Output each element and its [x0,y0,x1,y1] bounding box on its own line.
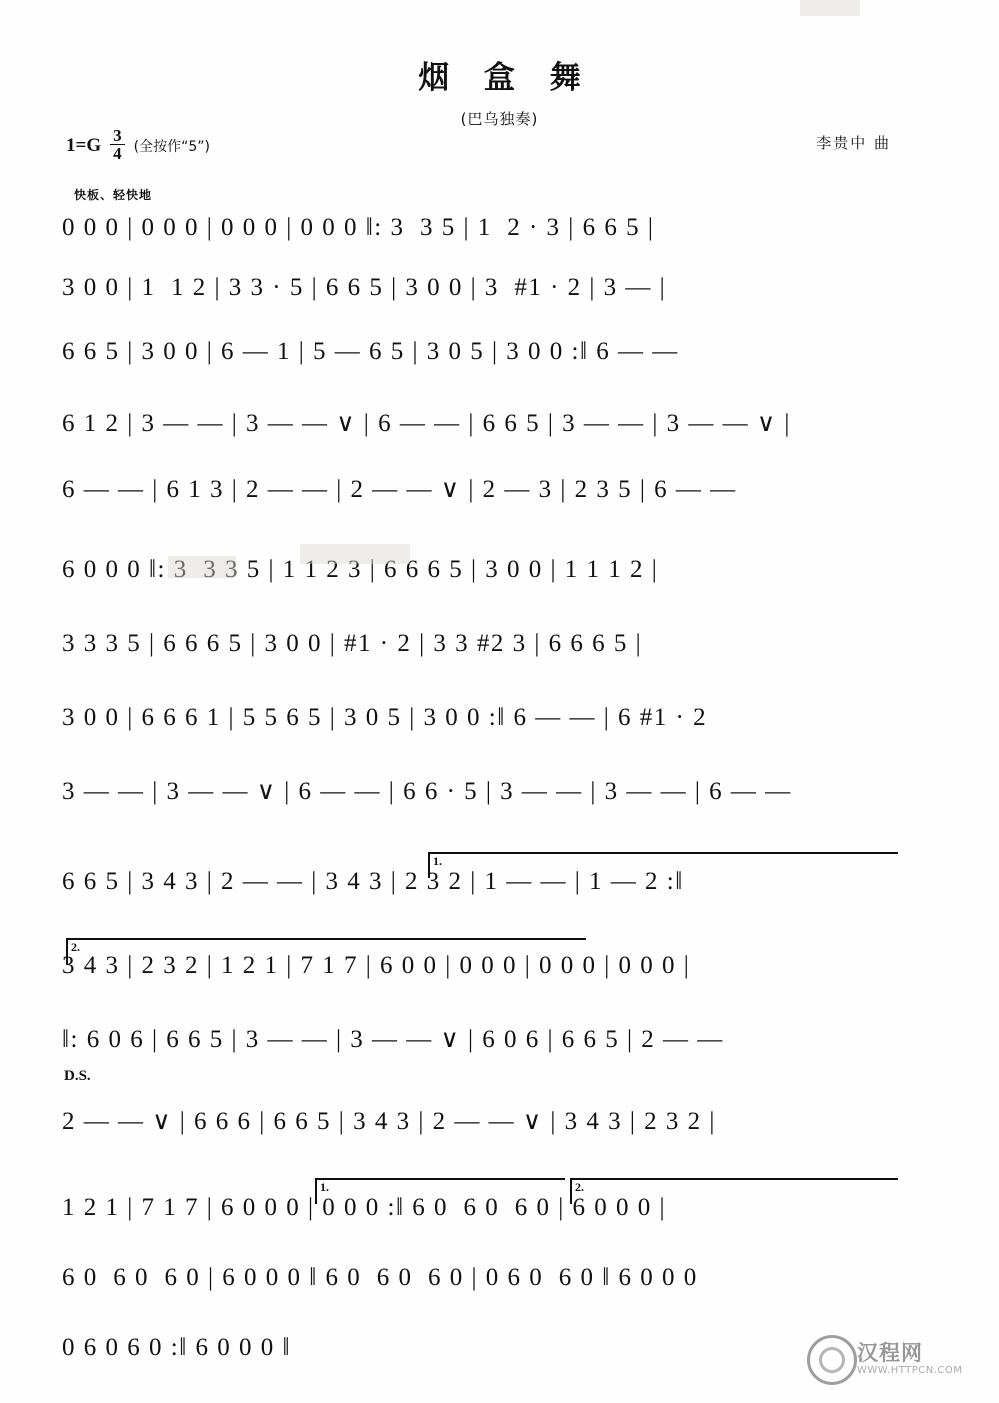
staff-line-notes: 3 3 3 5 | 6 6 6 5 | 3 0 0 | #1 · 2 | 3 3 #2 3 | 6 6 6 5 | [62,630,643,657]
staff-line-15 [62,1256,942,1300]
watermark-url: WWW.HTTPCN.COM [857,1365,963,1376]
time-signature-numerator: 3 [110,127,125,145]
fingering-note: (全按作“5”) [133,138,210,155]
staff-line-12 [62,1018,942,1062]
staff-line-9 [62,770,942,814]
staff-line-4 [62,402,942,446]
composer-credit: 李贵中 曲 [816,134,891,152]
page-title: 烟 盒 舞 [418,60,593,96]
staff-line-notes: 6 0 0 0 ‖: 3 3 3 5 | 1 1 2 3 | 6 6 6 5 | 3 0 0 | 1 1 1 2 | [62,556,659,583]
staff-line-1 [62,206,942,250]
time-signature [110,127,125,163]
watermark-text: 汉程网 [857,1341,923,1365]
staff-line-notes: 6 — — | 6 1 3 | 2 — — | 2 — — ∨ | 2 — 3 | 2 3 5 | 6 — — [62,476,737,503]
watermark [807,1329,985,1387]
key-signature: 1=G [66,134,102,156]
staff-line-notes: 3 4 3 | 2 3 2 | 1 2 1 | 7 1 7 | 6 0 0 | 0 0 0 | 0 0 0 | 0 0 0 | [62,952,691,979]
staff-line-notes: 0 0 0 | 0 0 0 | 0 0 0 | 0 0 0 ‖: 3 3 5 | 1 2 · 3 | 6 6 5 | [62,214,655,241]
ending-bracket-2b [570,1178,898,1204]
staff-line-2 [62,266,942,310]
watermark-logo-icon [807,1335,857,1385]
paper-smudge [800,0,860,16]
ending-bracket-1a [428,852,898,878]
staff-line-notes: ‖: 6 0 6 | 6 6 5 | 3 — — | 3 — — ∨ | 6 0 6 | 6 6 5 | 2 — — [62,1026,724,1053]
paper-smudge [168,556,236,578]
staff-line-7 [62,622,942,666]
staff-line-notes: 3 0 0 | 6 6 6 1 | 5 5 6 5 | 3 0 5 | 3 0 0 :‖ 6 — — | 6 #1 · 2 [62,704,708,731]
ending-label: 2. [575,1180,584,1194]
ending-bracket-2a [66,938,586,964]
staff-line-8 [62,696,942,740]
staff-line-notes: 3 0 0 | 1 1 2 | 3 3 · 5 | 6 6 5 | 3 0 0 | 3 #1 · 2 | 3 — | [62,274,667,301]
key-and-time-signature [66,128,210,164]
staff-line-notes: 2 — — ∨ | 6 6 6 | 6 6 5 | 3 4 3 | 2 — — ∨ | 3 4 3 | 2 3 2 | [62,1108,716,1135]
ending-label: 2. [71,940,80,954]
paper-smudge [300,544,410,564]
ending-label: 1. [433,854,442,868]
staff-line-5 [62,468,942,512]
staff-line-notes: 1 2 1 | 7 1 7 | 6 0 0 0 | 0 0 0 :‖ 6 0 6 0 6 0 | 6 0 0 0 | [62,1194,666,1221]
ending-bracket-1b [315,1178,565,1204]
staff-line-13 [62,1100,942,1144]
staff-line-notes: 6 1 2 | 3 — — | 3 — — ∨ | 6 — — | 6 6 5 | 3 — — | 3 — — ∨ | [62,410,791,437]
staff-line-notes: 3 — — | 3 — — ∨ | 6 — — | 6 6 · 5 | 3 — — | 3 — — | 6 — — [62,778,792,805]
time-signature-denominator: 4 [113,144,122,164]
tempo-marking: 快板、轻快地 [74,188,153,202]
staff-line-notes: 6 6 5 | 3 4 3 | 2 — — | 3 4 3 | 2 3 2 | 1 — — | 1 — 2 :‖ [62,868,684,895]
staff-line-notes: 6 6 5 | 3 0 0 | 6 — 1 | 5 — 6 5 | 3 0 5 | 3 0 0 :‖ 6 — — [62,338,679,365]
ds-marking: D.S. [64,1068,91,1084]
staff-line-notes: 0 6 0 6 0 :‖ 6 0 0 0 ‖ [62,1334,291,1361]
ending-label: 1. [320,1180,329,1194]
instrument-subtitle: (巴乌独奏) [460,110,539,128]
staff-line-3 [62,330,942,374]
staff-line-notes: 6 0 6 0 6 0 | 6 0 0 0 ‖ 6 0 6 0 6 0 | 0 6 0 6 0 ‖ 6 0 0 0 [62,1264,698,1291]
